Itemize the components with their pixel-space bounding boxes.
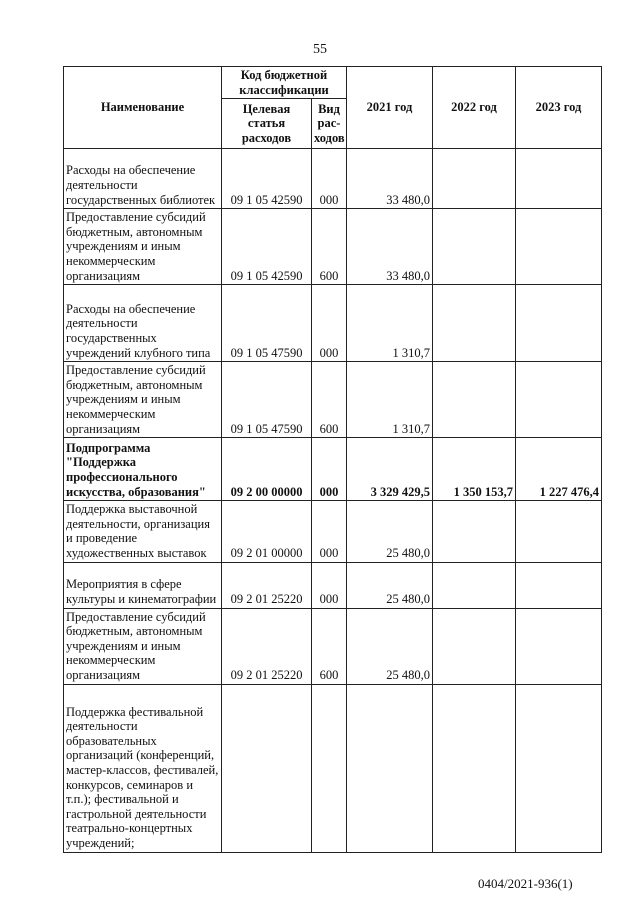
- row-name: Предоставление субсидий бюджетным, автономным учреждениям и иным некоммерческим организациям: [64, 362, 222, 438]
- row-expense-type: 600: [312, 362, 347, 438]
- table-row: [64, 209, 602, 285]
- table-row: [64, 562, 602, 608]
- header-kbk: Код бюджетной классификации: [222, 67, 347, 99]
- row-expense-type: 000: [312, 562, 347, 608]
- table-row: [64, 684, 602, 852]
- row-2021: 33 480,0: [347, 209, 433, 285]
- header-expense-type: Вид рас- ходов: [312, 99, 347, 149]
- row-target-item: 09 1 05 42590: [222, 209, 312, 285]
- row-expense-type: [312, 684, 347, 852]
- header-year-2022: 2022 год: [433, 67, 516, 149]
- row-2021: 1 310,7: [347, 362, 433, 438]
- header-name: Наименование: [64, 67, 222, 149]
- header-year-2023: 2023 год: [516, 67, 602, 149]
- table-row: [64, 501, 602, 562]
- row-2021: 25 480,0: [347, 501, 433, 562]
- row-2022: [433, 209, 516, 285]
- row-2022: 1 350 153,7: [433, 438, 516, 501]
- row-2023: [516, 149, 602, 209]
- row-2022: [433, 285, 516, 362]
- row-expense-type: 000: [312, 285, 347, 362]
- row-2022: [433, 501, 516, 562]
- row-target-item: [222, 684, 312, 852]
- row-target-item: 09 2 00 00000: [222, 438, 312, 501]
- row-2023: [516, 209, 602, 285]
- row-2022: [433, 149, 516, 209]
- row-expense-type: 000: [312, 149, 347, 209]
- budget-table: [63, 66, 602, 853]
- row-target-item: 09 1 05 47590: [222, 285, 312, 362]
- table-row: [64, 285, 602, 362]
- row-target-item: 09 2 01 25220: [222, 562, 312, 608]
- row-2023: [516, 501, 602, 562]
- row-name: Поддержка выставочной деятельности, организация и проведение художественных выставок: [64, 501, 222, 562]
- row-2022: [433, 562, 516, 608]
- row-name: Поддержка фестивальной деятельности образовательных организаций (конференций, мастер-классов, фестивалей, конкурсов, семинаров и т.п.); фестивальной и гастрольной деятельности театрально-концертных учреждений;: [64, 684, 222, 852]
- table-row: [64, 608, 602, 684]
- row-name: Предоставление субсидий бюджетным, автономным учреждениям и иным некоммерческим организациям: [64, 209, 222, 285]
- row-2023: 1 227 476,4: [516, 438, 602, 501]
- row-2022: [433, 608, 516, 684]
- row-2022: [433, 362, 516, 438]
- row-target-item: 09 2 01 25220: [222, 608, 312, 684]
- row-name: Подпрограмма "Поддержка профессионального искусства, образования": [64, 438, 222, 501]
- row-2023: [516, 684, 602, 852]
- row-name: Расходы на обеспечение деятельности государственных учреждений клубного типа: [64, 285, 222, 362]
- header-target-item: Целевая статья расходов: [222, 99, 312, 149]
- row-2021: 3 329 429,5: [347, 438, 433, 501]
- row-2023: [516, 562, 602, 608]
- row-target-item: 09 1 05 47590: [222, 362, 312, 438]
- row-name: Расходы на обеспечение деятельности государственных библиотек: [64, 149, 222, 209]
- row-2022: [433, 684, 516, 852]
- row-2021: 25 480,0: [347, 608, 433, 684]
- row-expense-type: 000: [312, 501, 347, 562]
- row-2023: [516, 362, 602, 438]
- row-expense-type: 600: [312, 209, 347, 285]
- row-2021: [347, 684, 433, 852]
- page-number: 55: [313, 42, 327, 57]
- header-year-2021: 2021 год: [347, 67, 433, 149]
- row-name: Предоставление субсидий бюджетным, автономным учреждениям и иным некоммерческим организациям: [64, 608, 222, 684]
- row-2021: 33 480,0: [347, 149, 433, 209]
- row-2021: 25 480,0: [347, 562, 433, 608]
- row-expense-type: 600: [312, 608, 347, 684]
- row-target-item: 09 2 01 00000: [222, 501, 312, 562]
- row-2021: 1 310,7: [347, 285, 433, 362]
- row-name: Мероприятия в сфере культуры и кинематографии: [64, 562, 222, 608]
- table-row-subprogram: [64, 438, 602, 501]
- document-code: 0404/2021-936(1): [478, 876, 573, 891]
- row-expense-type: 000: [312, 438, 347, 501]
- row-2023: [516, 608, 602, 684]
- table-row: [64, 149, 602, 209]
- row-2023: [516, 285, 602, 362]
- row-target-item: 09 1 05 42590: [222, 149, 312, 209]
- table-row: [64, 362, 602, 438]
